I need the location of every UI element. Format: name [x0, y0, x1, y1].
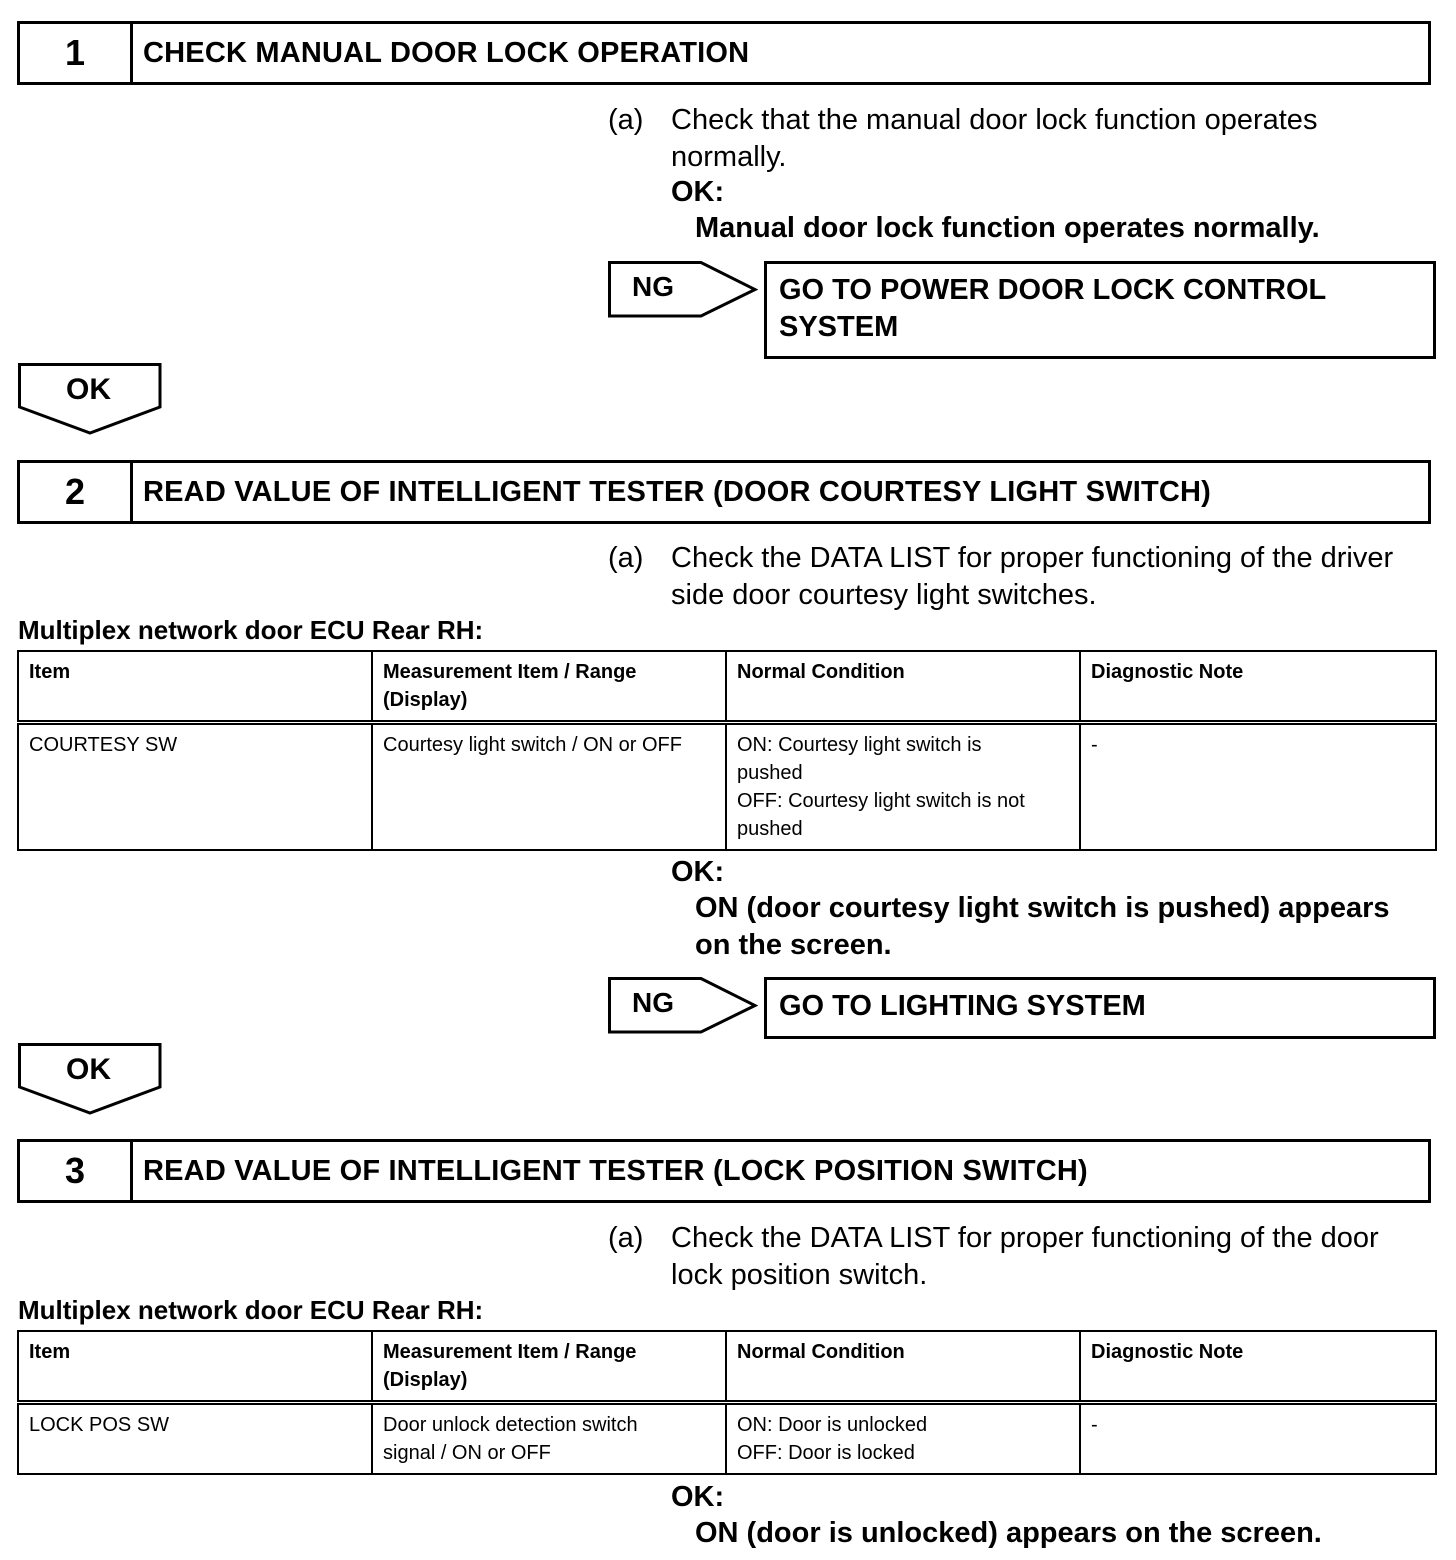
ng-target-box: [764, 977, 1436, 1039]
ok-condition-line: on the screen.: [695, 929, 892, 961]
ng-label: NG: [632, 987, 674, 1018]
ok-condition: [695, 890, 1390, 964]
cell-line: ON: Courtesy light switch is: [737, 734, 982, 756]
cell-range: Courtesy light switch / ON or OFF: [372, 723, 726, 851]
step-title: READ VALUE OF INTELLIGENT TESTER (DOOR COURTESY LIGHT SWITCH): [143, 475, 1212, 508]
cell-note: -: [1080, 1403, 1436, 1475]
cell-line: signal / ON or OFF: [383, 1442, 551, 1464]
ng-target-line: GO TO LIGHTING SYSTEM: [779, 990, 1146, 1022]
table-row: [18, 723, 1436, 851]
cell-line: OFF: Door is locked: [737, 1442, 915, 1464]
cell-line: Door unlock detection switch: [383, 1414, 638, 1436]
step-3-header: [17, 1139, 1431, 1203]
cell-line: OFF: Courtesy light switch is not: [737, 790, 1025, 812]
cell-note: -: [1080, 723, 1436, 851]
ok-arrow-label: OK: [66, 1053, 111, 1086]
step-number: 2: [20, 463, 133, 521]
ok-next-arrow: [18, 1043, 162, 1115]
step-1-header: [17, 21, 1431, 85]
header-normal-condition: Normal Condition: [726, 651, 1080, 723]
ng-label: NG: [632, 271, 674, 302]
ok-label: OK:: [671, 1481, 725, 1513]
header-line: Measurement Item / Range: [383, 661, 637, 683]
ng-arrow-shape: [608, 261, 758, 319]
instruction-text: [671, 1220, 1379, 1294]
cell-item: COURTESY SW: [18, 723, 372, 851]
instruction-marker: (a): [608, 1222, 644, 1254]
header-line: (Display): [383, 689, 468, 711]
header-diagnostic-note: Diagnostic Note: [1080, 651, 1436, 723]
cell-normal-condition: [726, 1403, 1080, 1475]
cell-item: LOCK POS SW: [18, 1403, 372, 1475]
header-item: Item: [18, 1331, 372, 1403]
cell-normal-condition: [726, 723, 1080, 851]
step-2-header: [17, 460, 1431, 524]
instruction-line: Check that the manual door lock function operates: [671, 104, 1318, 136]
data-list-table: [17, 1330, 1437, 1475]
ng-target-line: GO TO POWER DOOR LOCK CONTROL: [779, 274, 1327, 306]
header-line: Measurement Item / Range: [383, 1341, 637, 1363]
header-item: Item: [18, 651, 372, 723]
ng-target-box: [764, 261, 1436, 359]
ok-condition-line: ON (door is unlocked) appears on the screen.: [695, 1517, 1322, 1549]
instruction-text: [671, 540, 1393, 614]
ng-arrow: [608, 261, 758, 319]
table-header-row: [18, 651, 1436, 723]
cell-range: [372, 1403, 726, 1475]
ng-arrow-shape: [608, 977, 758, 1035]
step-number: 3: [20, 1142, 133, 1200]
instruction-line: Check the DATA LIST for proper functioning of the door: [671, 1222, 1379, 1254]
cell-line: pushed: [737, 762, 803, 784]
cell-line: ON: Door is unlocked: [737, 1414, 928, 1436]
ok-condition-line: Manual door lock function operates normally.: [695, 212, 1320, 244]
instruction-marker: (a): [608, 104, 644, 136]
table-header-row: [18, 1331, 1436, 1403]
ok-next-arrow: [18, 363, 162, 435]
instruction-marker: (a): [608, 542, 644, 574]
header-diagnostic-note: Diagnostic Note: [1080, 1331, 1436, 1403]
header-measurement: [372, 1331, 726, 1403]
instruction-line: normally.: [671, 141, 787, 173]
header-normal-condition: Normal Condition: [726, 1331, 1080, 1403]
cell-line: pushed: [737, 818, 803, 840]
ok-label: OK:: [671, 856, 725, 888]
instruction-line: Check the DATA LIST for proper functioning of the driver: [671, 542, 1394, 574]
step-title: CHECK MANUAL DOOR LOCK OPERATION: [143, 36, 750, 69]
ok-condition: [695, 210, 1320, 247]
instruction-text: [671, 102, 1317, 176]
ng-arrow: [608, 977, 758, 1035]
step-title: READ VALUE OF INTELLIGENT TESTER (LOCK POSITION SWITCH): [143, 1154, 1088, 1187]
table-caption: Multiplex network door ECU Rear RH:: [18, 615, 484, 645]
ng-target-line: SYSTEM: [779, 311, 899, 343]
instruction-line: side door courtesy light switches.: [671, 579, 1097, 611]
ok-arrow-label: OK: [66, 373, 111, 406]
table-row: [18, 1403, 1436, 1475]
ok-label: OK:: [671, 176, 725, 208]
step-number: 1: [20, 24, 133, 82]
instruction-line: lock position switch.: [671, 1259, 928, 1291]
table-caption: Multiplex network door ECU Rear RH:: [18, 1295, 484, 1325]
ok-condition: [695, 1515, 1322, 1552]
header-measurement: [372, 651, 726, 723]
header-line: (Display): [383, 1369, 468, 1391]
ok-condition-line: ON (door courtesy light switch is pushed) appears: [695, 892, 1390, 924]
data-list-table: [17, 650, 1437, 851]
